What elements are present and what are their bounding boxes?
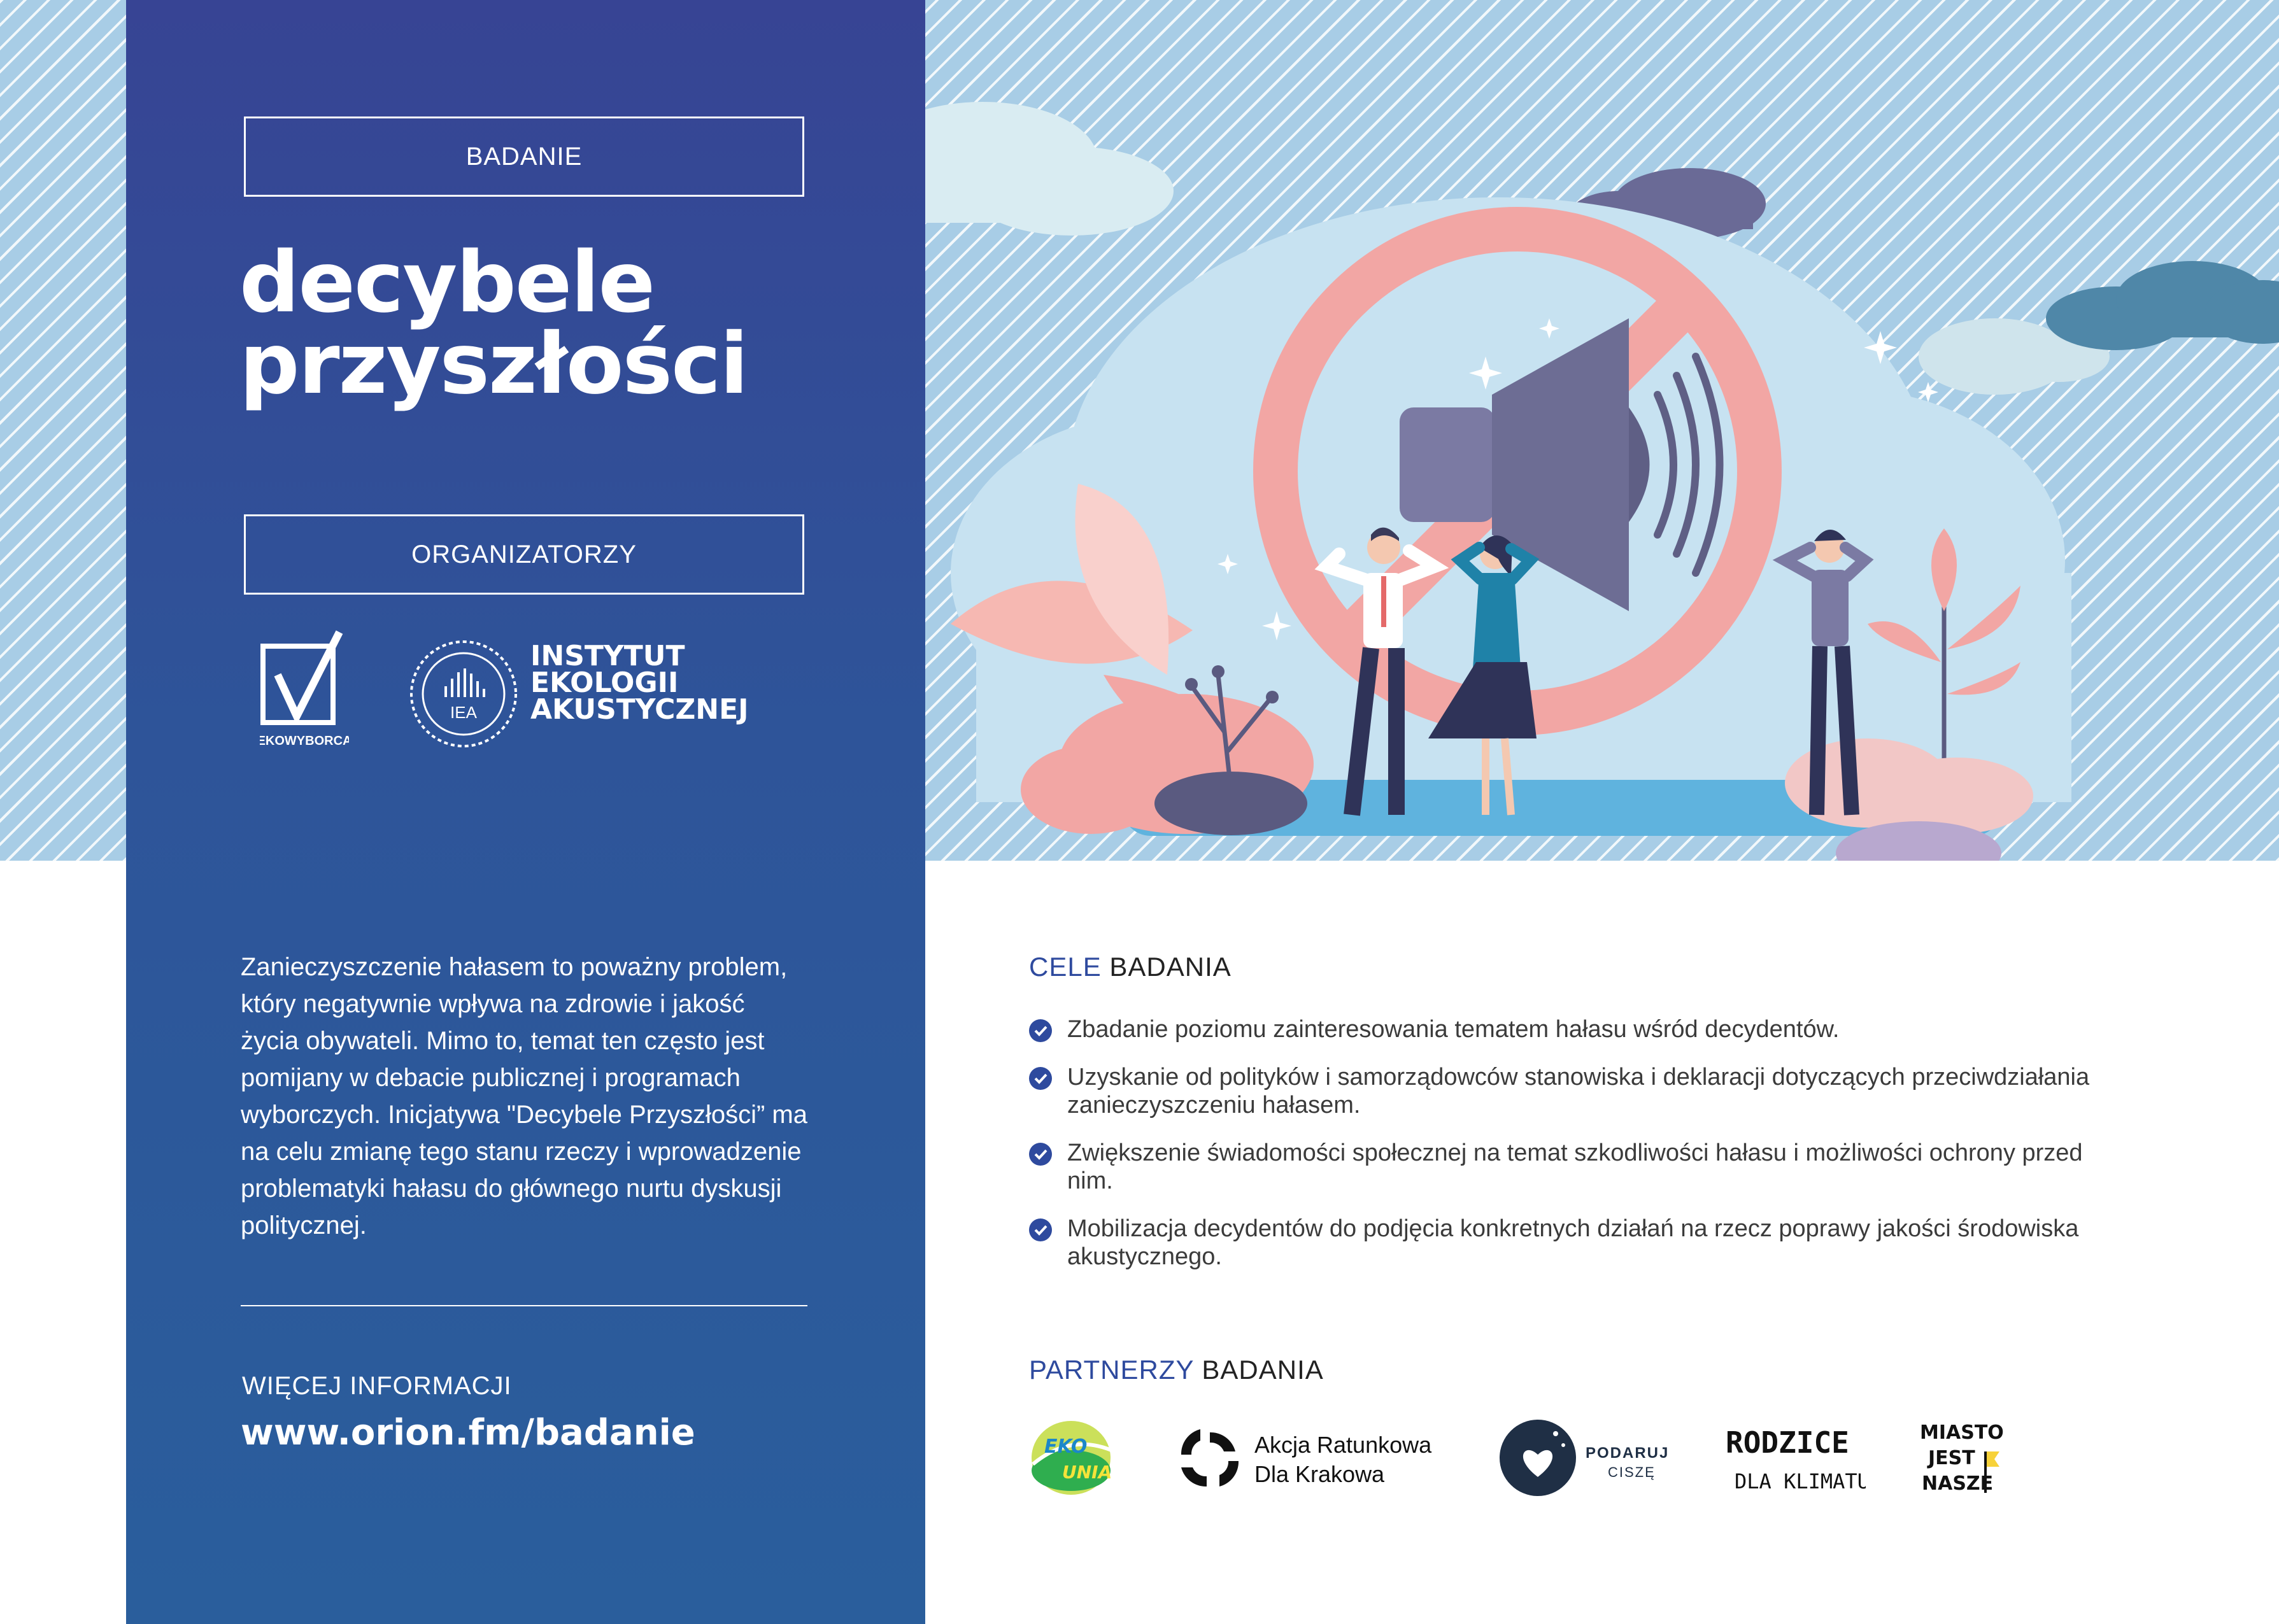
goal-text: Uzyskanie od polityków i samorządowców stanowiska i deklaracji dotyczących przeciwdziałania zanieczyszczeniu hałasem. <box>1067 1064 2090 1119</box>
goals-list <box>1029 1015 2112 1290</box>
ekounia-text-2: UNIA <box>1062 1462 1112 1483</box>
podaruj-text-1: PODARUJ <box>1586 1444 1670 1462</box>
partners-heading <box>1029 1355 1324 1385</box>
title-line-2: przyszłości <box>239 315 748 413</box>
ekounia-logo[interactable] <box>1025 1407 1121 1509</box>
badanie-label: BADANIE <box>244 117 804 197</box>
miasto-text-1: MIASTO <box>1920 1422 2004 1444</box>
podaruj-text-2: CISZĘ <box>1608 1464 1656 1480</box>
ekowyborca-logo <box>260 627 349 754</box>
more-info-label: WIĘCEJ INFORMACJI <box>242 1372 512 1400</box>
miasto-jest-nasze-icon <box>1917 1407 2012 1509</box>
list-item <box>1029 1139 2112 1195</box>
check-circle-icon <box>1029 1019 1052 1042</box>
checkbox-icon <box>260 627 349 754</box>
iea-line-2: EKOLOGII <box>530 667 679 699</box>
goal-text: Zbadanie poziomu zainteresowania tematem hałasu wśród decydentów. <box>1067 1016 1840 1043</box>
hero-illustration <box>925 0 2279 861</box>
cloud-icon <box>925 102 1174 236</box>
iea-circle-icon <box>406 637 521 751</box>
iea-line-3: AKUSTYCZNEJ <box>530 693 749 726</box>
goal-text: Zwiększenie świadomości społecznej na temat szkodliwości hałasu i możliwości ochrony przed nim. <box>1067 1140 2083 1194</box>
akcja-ratunkowa-icon <box>1178 1407 1471 1509</box>
akcja-text-2: Dla Krakowa <box>1254 1461 1385 1487</box>
check-circle-icon <box>1029 1067 1052 1090</box>
check-circle-icon <box>1029 1218 1052 1241</box>
ekounia-icon <box>1025 1407 1121 1509</box>
akcja-text-1: Akcja Ratunkowa <box>1254 1432 1432 1458</box>
info-panel <box>126 0 925 1624</box>
iea-name <box>530 640 749 726</box>
iea-badge-text: IEA <box>450 703 477 722</box>
intro-paragraph: Zanieczyszczenie hałasem to poważny problem, który negatywnie wpływa na zdrowie i jakość życia obywateli. Mimo to, temat ten często jest pomijany w debacie publicznej i programach wyborczych. Inicjatywa "Decybele Przyszłości” ma na celu zmianę tego stanu rzeczy i wprowadzenie problematyki hałasu do głównego nurtu dyskusji politycznej. <box>241 953 807 1239</box>
title-line-1: decybele <box>239 234 655 332</box>
miasto-text-3: NASZE <box>1922 1472 1994 1495</box>
akcja-ratunkowa-logo[interactable] <box>1178 1407 1471 1509</box>
goals-heading-rest: BADANIA <box>1101 952 1232 982</box>
podaruj-cisze-icon <box>1500 1407 1691 1509</box>
rodzice-dla-klimatu-logo[interactable] <box>1719 1407 1866 1509</box>
check-circle-icon <box>1029 1143 1052 1166</box>
iea-logo <box>406 637 521 751</box>
list-item <box>1029 1015 2112 1043</box>
iea-line-1: INSTYTUT <box>530 640 685 672</box>
podaruj-cisze-logo[interactable] <box>1500 1407 1691 1509</box>
rodzice-dla-klimatu-icon <box>1719 1407 1866 1509</box>
partners-logos <box>1019 1407 2101 1509</box>
partners-heading-rest: BADANIA <box>1193 1355 1324 1385</box>
noise-illustration <box>925 0 2279 861</box>
goals-heading <box>1029 952 1232 982</box>
goal-text: Mobilizacja decydentów do podjęcia konkretnych działań na rzecz poprawy jakości środowiska akustycznego. <box>1067 1215 2079 1270</box>
striped-background-left <box>0 0 126 861</box>
list-item <box>1029 1215 2112 1271</box>
divider <box>241 1305 807 1306</box>
rodzice-text-2: DLA KLIMATU <box>1735 1469 1866 1493</box>
ekowyborca-text: EKOWYBORCA <box>260 734 349 748</box>
page-title <box>239 234 876 413</box>
cloud-icon <box>2046 261 2279 350</box>
organizatorzy-label: ORGANIZATORZY <box>244 514 804 595</box>
ekounia-text-1: EKO <box>1044 1436 1088 1458</box>
partners-heading-accent: PARTNERZY <box>1029 1355 1194 1385</box>
miasto-jest-nasze-logo[interactable] <box>1917 1407 2012 1509</box>
list-item <box>1029 1063 2112 1119</box>
miasto-text-2: JEST <box>1928 1447 1975 1469</box>
more-info-link[interactable]: www.orion.fm/badanie <box>241 1412 695 1453</box>
rodzice-text-1: RODZICE <box>1726 1425 1849 1460</box>
goals-heading-accent: CELE <box>1029 952 1102 982</box>
